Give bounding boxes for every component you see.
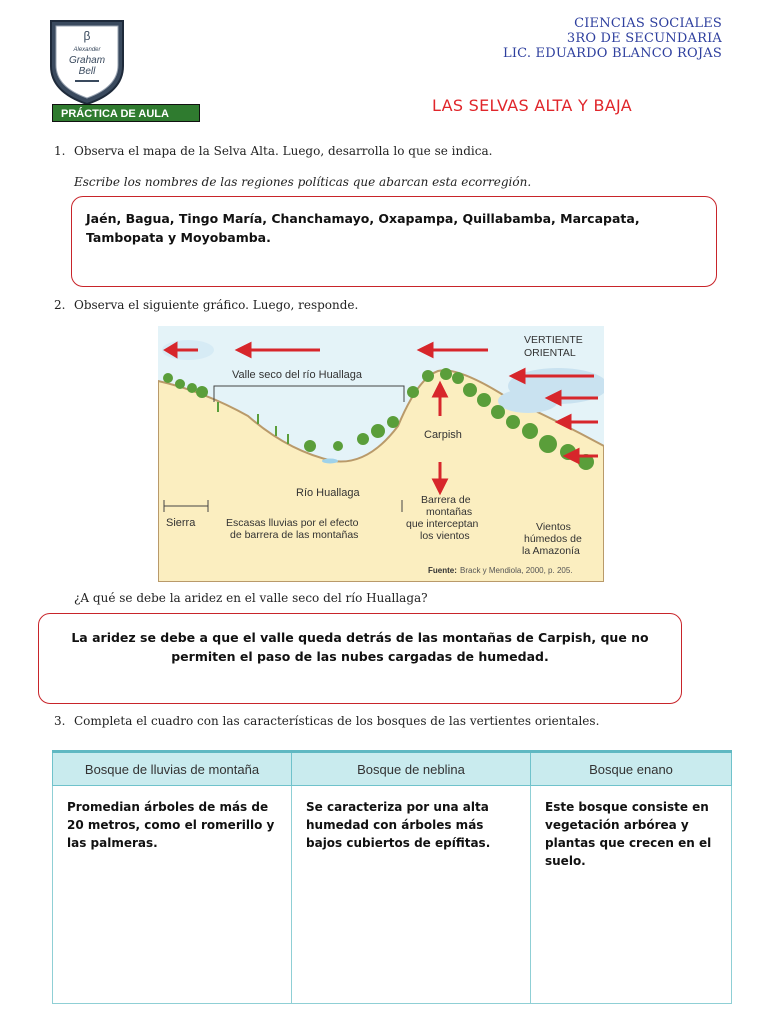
- column-header-neblina: Bosque de neblina: [292, 752, 531, 786]
- label-barrera-3: que interceptan: [406, 518, 479, 530]
- question-3-number: 3.: [54, 714, 66, 728]
- label-barrera-2: montañas: [426, 506, 473, 518]
- question-2-text: Observa el siguiente gráfico. Luego, responde.: [74, 298, 359, 312]
- header-teacher: LIC. EDUARDO BLANCO ROJAS: [502, 46, 722, 61]
- label-valle: Valle seco del río Huallaga: [232, 369, 363, 381]
- huallaga-diagram: [158, 326, 604, 582]
- cell-enano-text: Este bosque consiste en vegetación arbórea y plantas que crecen en el suelo.: [545, 800, 712, 868]
- label-sierra: Sierra: [166, 517, 196, 529]
- answer-box-1: [71, 196, 717, 287]
- header-grade: 3RO DE SECUNDARIA: [566, 31, 722, 46]
- label-vertiente-2: ORIENTAL: [524, 347, 576, 359]
- question-1-instruction: Escribe los nombres de las regiones políticas que abarcan esta ecorregión.: [74, 175, 532, 189]
- label-vientos-3: la Amazonía: [522, 545, 580, 557]
- cell-neblina-text: Se caracteriza por una alta humedad con árboles más bajos cubiertos de epífitas.: [306, 800, 491, 850]
- label-barrera-4: los vientos: [420, 530, 470, 542]
- question-1-text: Observa el mapa de la Selva Alta. Luego, desarrolla lo que se indica.: [74, 144, 493, 158]
- label-vientos-1: Vientos: [536, 521, 571, 533]
- question-3: [54, 714, 599, 728]
- label-vertiente-1: VERTIENTE: [524, 334, 583, 346]
- label-fuente-text: Brack y Mendiola, 2000, p. 205.: [460, 566, 573, 575]
- answer-2-text: La aridez se debe a que el valle queda detrás de las montañas de Carpish, que no permiten el paso de las nubes cargadas de humedad.: [71, 630, 649, 664]
- question-2: [54, 298, 358, 312]
- label-fuente: Fuente:: [428, 566, 457, 575]
- label-rio: Río Huallaga: [296, 487, 360, 499]
- label-escasas-1: Escasas lluvias por el efecto: [226, 517, 359, 529]
- cell-enano[interactable]: [531, 786, 732, 1004]
- question-1-number: 1.: [54, 144, 66, 158]
- svg-text:β: β: [83, 29, 91, 43]
- cell-lluvias[interactable]: [53, 786, 292, 1004]
- logo-text-2: Graham: [68, 55, 106, 66]
- question-1: [54, 144, 492, 158]
- table-row: [53, 786, 732, 1004]
- question-2-number: 2.: [54, 298, 66, 312]
- column-header-lluvias: Bosque de lluvias de montaña: [53, 752, 292, 786]
- logo-text-3: Bell: [78, 66, 96, 77]
- label-barrera-1: Barrera de: [421, 494, 471, 506]
- column-header-enano: Bosque enano: [531, 752, 732, 786]
- answer-1-text: Jaén, Bagua, Tingo María, Chanchamayo, Oxapampa, Quillabamba, Marcapata, Tambopata y Moyobamba.: [86, 211, 640, 245]
- logo-text-1: Alexander: [73, 47, 101, 53]
- practice-badge: PRÁCTICA DE AULA: [52, 104, 200, 122]
- answer-box-2: [38, 613, 682, 704]
- forests-table: [52, 750, 732, 1004]
- label-carpish: Carpish: [424, 429, 462, 441]
- school-logo: [48, 18, 126, 106]
- question-3-text: Completa el cuadro con las características de los bosques de las vertientes orientales.: [74, 714, 600, 728]
- label-escasas-2: de barrera de las montañas: [230, 529, 359, 541]
- table-header-row: [53, 752, 732, 786]
- page-title: LAS SELVAS ALTA Y BAJA: [432, 96, 632, 115]
- cell-neblina[interactable]: [292, 786, 531, 1004]
- header-subject: CIENCIAS SOCIALES: [574, 16, 722, 31]
- question-2-sub: ¿A qué se debe la aridez en el valle seco del río Huallaga?: [74, 591, 428, 605]
- cell-lluvias-text: Promedian árboles de más de 20 metros, como el romerillo y las palmeras.: [67, 800, 275, 850]
- label-vientos-2: húmedos de: [524, 533, 582, 545]
